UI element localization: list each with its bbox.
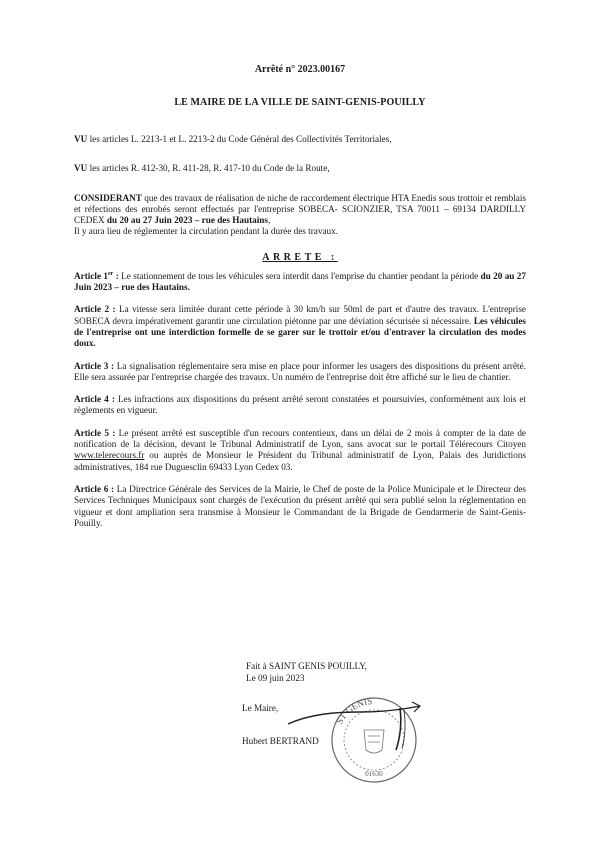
considerant-text: que des travaux de réalisation de niche de raccordement électrique HTA Enedis sous trottoir et remblais et réfections des enrobés seront effectués par l'entreprise SOBECA- SCIONZIER, TSA 70011 – 69134 DARDILLY CEDEX <box>74 192 526 226</box>
seal-code: 01630 <box>365 770 383 778</box>
vu-lead-2: VU <box>74 163 88 174</box>
document-body <box>74 64 526 529</box>
signoff-place: Fait à SAINT GENIS POUILLY, <box>246 661 367 671</box>
article-6-label: Article 6 : <box>74 483 115 494</box>
signoff-block <box>246 660 367 684</box>
decree-number: Arrêté n° 2023.00167 <box>254 64 346 75</box>
article-2-bold: Les véhicules de l'entreprise ont une interdiction formelle de se garer sur le trottoir et/ou d'entraver la circulation des modes doux. <box>74 315 527 349</box>
article-5-label: Article 5 : <box>74 427 116 438</box>
article-2 <box>74 304 526 349</box>
article-3-text: La signalisation réglementaire sera mise en place pour informer les usagers des dispositions du présent arrêté. Elle sera assurée par l'entreprise chargée des travaux. Un numéro de l'entreprise doit être affiché sur le lieu de chantier. <box>74 360 526 382</box>
article-4-text: Les infractions aux dispositions du présent arrêté seront constatées et poursuivies, conformément aux lois et règlements en vigueur. <box>74 394 526 416</box>
article-1 <box>74 271 526 294</box>
maire-label: Le Maire, <box>242 703 279 713</box>
article-2-text: La vitesse sera limitée durant cette période à 30 km/h sur 50ml de part et d'autre des travaux. L'entreprise SOBECA devra impérativement garantir une circulation piétonne par une déviation sécurisée si nécessaire. <box>74 304 527 326</box>
considerant-clause <box>74 193 526 238</box>
arrete-heading: ARRETE : <box>262 251 338 263</box>
article-1-label: Article 1er : <box>74 270 119 281</box>
considerant-dates: du 20 au 27 Juin 2023 – rue des Hautains <box>106 215 268 226</box>
vu-clause-2 <box>74 163 526 174</box>
considerant-comma: , <box>268 215 271 226</box>
vu-text-2: les articles R. 412-30, R. 411-28, R. 417-10 du Code de la Route, <box>87 163 330 174</box>
article-5-text: Le présent arrêté est susceptible d'un recours contentieux, dans un délai de 2 mois à compter de la date de notification de la décision, devant le Tribunal Administratif de Lyon, sans avocat sur le portail Télérecours Citoyen <box>74 427 526 450</box>
seal-text: ST GENIS <box>334 695 373 726</box>
article-3 <box>74 361 526 384</box>
considerant-lead: CONSIDERANT <box>74 192 142 203</box>
considerant-line-2: Il y aura lieu de réglementer la circulation pendant la durée des travaux. <box>74 226 339 237</box>
telerecours-link[interactable]: www.telerecours.fr <box>74 450 145 461</box>
mayor-title: LE MAIRE DE LA VILLE DE SAINT-GENIS-POUILLY <box>174 97 426 108</box>
article-4 <box>74 394 526 417</box>
article-1-text: Le stationnement de tous les véhicules sera interdit dans l'emprise du chantier pendant la période <box>118 270 481 281</box>
signer-name: Hubert BERTRAND <box>242 736 319 746</box>
article-2-label: Article 2 : <box>74 304 116 315</box>
article-6-text: La Directrice Générale des Services de la Mairie, le Chef de poste de la Police Municipale et le Directeur des Services Techniques Municipaux sont chargés de l'exécution du présent arrêté qui sera publié selon la réglementation en vigueur et dont ampliation sera transmise à Monsieur le Commandant de la Brigade de Gendarmerie de Saint-Genis-Pouilly. <box>74 483 526 528</box>
article-5-text-2: ou auprès de Monsieur le Président du Tribunal administratif de Lyon, Palais des Juridictions administratives, 184 rue Duguesclin 69433 Lyon Cedex 03. <box>74 450 526 472</box>
article-5 <box>74 428 526 473</box>
vu-lead-1: VU <box>74 134 88 144</box>
vu-text-1: les articles L. 2213-1 et L. 2213-2 du Code Général des Collectivités Territoriales, <box>87 134 392 144</box>
article-1-dates: du 20 au 27 Juin 2023 – rue des Hautains. <box>74 270 526 293</box>
article-6 <box>74 484 526 529</box>
signoff-date: Le 09 juin 2023 <box>246 673 305 683</box>
vu-clause-1 <box>74 134 526 145</box>
mayor-signature <box>280 694 430 754</box>
article-4-label: Article 4 : <box>74 394 115 405</box>
article-3-label: Article 3 : <box>74 360 115 371</box>
